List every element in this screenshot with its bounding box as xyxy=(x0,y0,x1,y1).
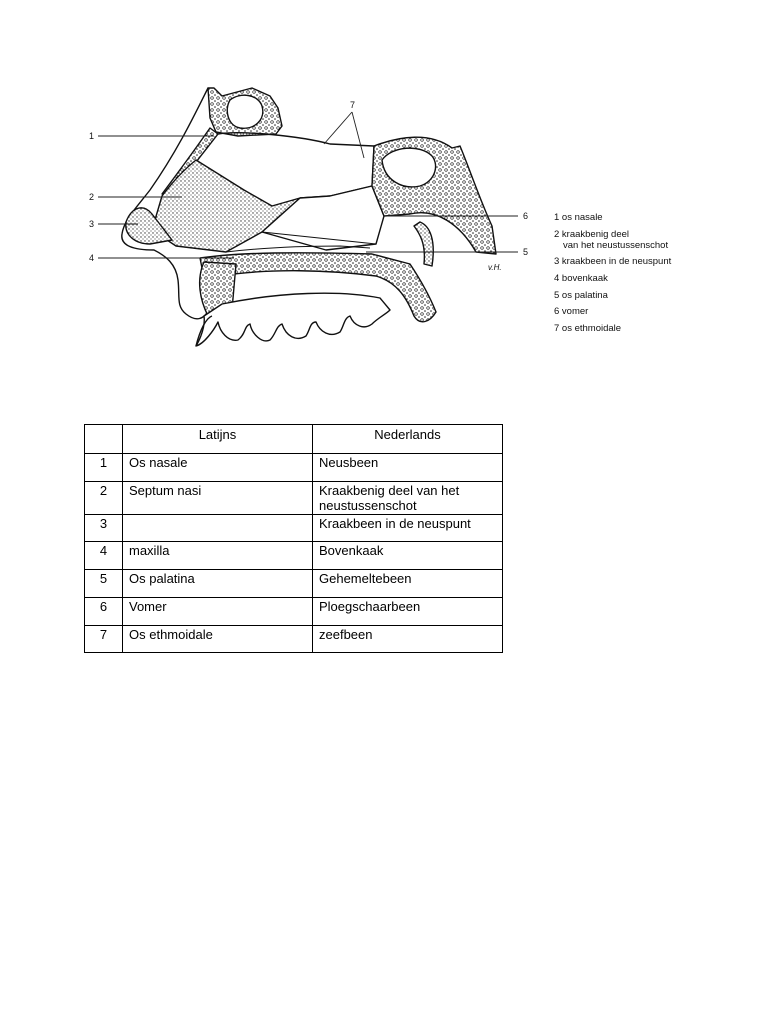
leader-7b xyxy=(352,112,364,158)
table-row xyxy=(85,482,503,515)
legend-line-6: 6 vomer xyxy=(554,306,589,317)
table-row xyxy=(85,542,503,570)
ethmoid-plate-shape xyxy=(262,186,384,250)
header-latin: Latijns xyxy=(123,425,313,454)
row-number: 7 xyxy=(85,626,123,653)
latin-term xyxy=(123,515,313,542)
table-row xyxy=(85,515,503,542)
latin-term: Os nasale xyxy=(123,454,313,482)
callout-7: 7 xyxy=(350,100,356,110)
latin-term: maxilla xyxy=(123,542,313,570)
dutch-term: Ploegschaarbeen xyxy=(313,598,503,626)
dutch-term: Neusbeen xyxy=(313,454,503,482)
row-number: 5 xyxy=(85,570,123,598)
row-number: 1 xyxy=(85,454,123,482)
legend-line-1: 1 os nasale xyxy=(554,212,603,223)
table-row xyxy=(85,454,503,482)
frontal-sinus-shape xyxy=(227,95,263,128)
legend-line-2b: van het neustussenschot xyxy=(563,240,669,251)
dutch-term: zeefbeen xyxy=(313,626,503,653)
legend-line-5: 5 os palatina xyxy=(554,290,608,301)
legend-line-2: 2 kraakbenig deel xyxy=(554,229,629,240)
latin-term: Os ethmoidale xyxy=(123,626,313,653)
legend-line-4: 4 bovenkaak xyxy=(554,273,608,284)
nasal-anatomy-figure xyxy=(0,0,768,380)
table-row xyxy=(85,570,503,598)
dutch-term: Gehemeltebeen xyxy=(313,570,503,598)
callout-5: 5 xyxy=(523,247,529,257)
callout-6: 6 xyxy=(523,211,529,221)
table-row xyxy=(85,626,503,653)
header-dutch: Nederlands xyxy=(313,425,503,454)
dutch-term: Bovenkaak xyxy=(313,542,503,570)
illustrator-signature: v.H. xyxy=(488,263,502,272)
row-number: 6 xyxy=(85,598,123,626)
septum-suture xyxy=(226,246,370,252)
latin-term: Septum nasi xyxy=(123,482,313,515)
septal-cartilage-shape xyxy=(152,160,300,252)
callout-4: 4 xyxy=(89,253,95,263)
callout-3: 3 xyxy=(89,219,95,229)
row-number: 2 xyxy=(85,482,123,515)
table-header-row xyxy=(85,425,503,454)
header-number xyxy=(85,425,123,454)
pterygoid-shape xyxy=(414,222,433,266)
callout-2: 2 xyxy=(89,192,95,202)
leader-7a xyxy=(324,112,352,144)
terminology-table xyxy=(84,424,503,653)
dutch-term: Kraakbenig deel van het neustussenschot xyxy=(313,482,503,515)
latin-term: Os palatina xyxy=(123,570,313,598)
row-number: 3 xyxy=(85,515,123,542)
figure-legend xyxy=(554,212,672,334)
row-number: 4 xyxy=(85,542,123,570)
terminology-table-wrapper xyxy=(84,424,503,653)
table-row xyxy=(85,598,503,626)
dutch-term: Kraakbeen in de neuspunt xyxy=(313,515,503,542)
legend-line-3: 3 kraakbeen in de neuspunt xyxy=(554,256,672,267)
legend-line-7: 7 os ethmoidale xyxy=(554,323,622,334)
callout-1: 1 xyxy=(89,131,95,141)
anatomy-drawing xyxy=(122,88,496,346)
latin-term: Vomer xyxy=(123,598,313,626)
